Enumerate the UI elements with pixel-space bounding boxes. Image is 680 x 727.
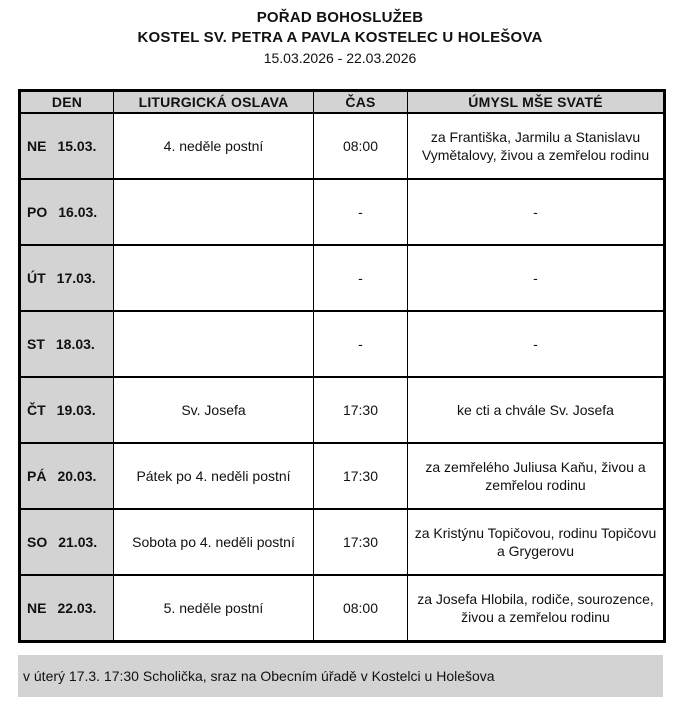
table-row [20, 509, 665, 575]
intention-cell: ke cti a chvále Sv. Josefa [408, 377, 665, 443]
column-header-cas: ČAS [314, 91, 408, 114]
day-cell [20, 509, 114, 575]
time-cell: 08:00 [314, 113, 408, 179]
day-abbrev: PÁ [27, 468, 47, 484]
time-cell: 17:30 [314, 377, 408, 443]
day-abbrev: ČT [27, 402, 46, 418]
time-cell: 17:30 [314, 509, 408, 575]
day-date: 16.03. [58, 204, 98, 220]
day-date: 19.03. [56, 402, 96, 418]
table-row [20, 113, 665, 179]
page-title: POŘAD BOHOSLUŽEB [256, 9, 424, 26]
day-abbrev: PO [27, 204, 48, 220]
column-header-liturgicka-oslava: LITURGICKÁ OSLAVA [114, 91, 314, 114]
date-range: 15.03.2026 - 22.03.2026 [263, 50, 417, 66]
table-header [20, 91, 665, 114]
time-cell: 08:00 [314, 575, 408, 641]
intention-cell: za Kristýnu Topičovou, rodinu Topičovu a Grygerovu [408, 509, 665, 575]
time-cell: - [314, 179, 408, 245]
celebration-cell: Sv. Josefa [114, 377, 314, 443]
table-row [20, 377, 665, 443]
footer-note-bar [18, 655, 663, 697]
table-row [20, 179, 665, 245]
table-row [20, 311, 665, 377]
day-abbrev: SO [27, 534, 48, 550]
day-abbrev: ÚT [27, 270, 46, 286]
day-cell [20, 245, 114, 311]
day-date: 15.03. [57, 138, 97, 154]
celebration-cell [114, 245, 314, 311]
table-row [20, 245, 665, 311]
column-header-den: DEN [20, 91, 114, 114]
column-header-umysl-mse-svate: ÚMYSL MŠE SVATÉ [408, 91, 665, 114]
day-abbrev: NE [27, 138, 47, 154]
celebration-cell: Sobota po 4. neděli postní [114, 509, 314, 575]
intention-cell: za Josefa Hlobila, rodiče, sourozence, živou a zemřelou rodinu [408, 575, 665, 641]
intention-cell: - [408, 179, 665, 245]
celebration-cell [114, 311, 314, 377]
day-date: 21.03. [58, 534, 98, 550]
table-header-row [20, 91, 665, 114]
mass-schedule-table [18, 89, 666, 643]
table-row [20, 575, 665, 641]
day-date: 17.03. [56, 270, 96, 286]
day-cell [20, 443, 114, 509]
day-date: 22.03. [57, 599, 97, 616]
time-cell: - [314, 245, 408, 311]
celebration-cell: 4. neděle postní [114, 113, 314, 179]
day-cell [20, 575, 114, 641]
day-cell [20, 113, 114, 179]
day-abbrev: NE [27, 599, 47, 616]
intention-cell: - [408, 311, 665, 377]
table-row [20, 443, 665, 509]
time-cell: 17:30 [314, 443, 408, 509]
intention-cell: - [408, 245, 665, 311]
document-header [0, 8, 680, 68]
church-name: KOSTEL SV. PETRA A PAVLA KOSTELEC U HOLEŠOVA [137, 29, 543, 46]
day-date: 20.03. [57, 468, 97, 484]
intention-cell: za zemřelého Juliusa Kaňu, živou a zemřelou rodinu [408, 443, 665, 509]
footer-note-text: v úterý 17.3. 17:30 Scholička, sraz na Obecním úřadě v Kostelci u Holešova [23, 667, 495, 684]
day-abbrev: ST [27, 336, 45, 352]
celebration-cell: 5. neděle postní [114, 575, 314, 641]
day-cell [20, 311, 114, 377]
time-cell: - [314, 311, 408, 377]
day-cell [20, 179, 114, 245]
table-body [20, 113, 665, 641]
celebration-cell [114, 179, 314, 245]
day-cell [20, 377, 114, 443]
intention-cell: za Františka, Jarmilu a Stanislavu Vymětalovy, živou a zemřelou rodinu [408, 113, 665, 179]
day-date: 18.03. [55, 336, 95, 352]
celebration-cell: Pátek po 4. neděli postní [114, 443, 314, 509]
